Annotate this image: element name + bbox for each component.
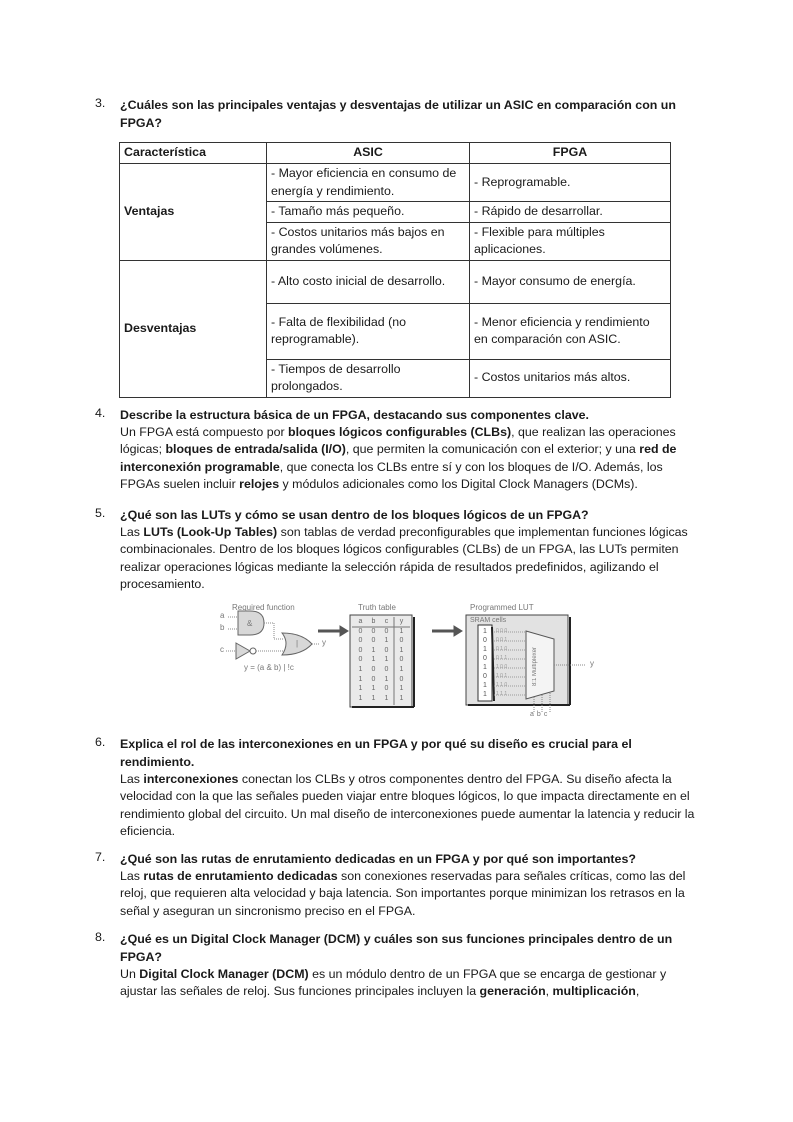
bold-term: interconexiones <box>143 772 239 786</box>
bold-term: relojes <box>239 477 280 492</box>
question-5 <box>95 506 705 594</box>
output-y: y <box>322 638 326 647</box>
text-run: , que realizan las operaciones lógicas; <box>120 425 676 457</box>
mux-address: 0 1 0 <box>496 646 508 652</box>
mux-address: 0 1 1 <box>496 655 508 661</box>
truth-table-rows <box>354 627 412 704</box>
text-run: , <box>635 984 640 999</box>
mux-select-inputs: abc <box>530 711 551 718</box>
question-7 <box>95 850 705 920</box>
truth-table-row: 1 1 1 1 <box>358 694 404 702</box>
question-title: ¿Qué son las rutas de enrutamiento dedicadas en un FPGA y por qué son importantes? <box>120 852 636 866</box>
truth-table <box>354 617 412 703</box>
question-number: 4. <box>95 406 106 420</box>
question-number: 6. <box>95 735 106 749</box>
label-required-function: Required function <box>232 603 295 612</box>
bold-term: Digital Clock Manager (DCM) <box>139 967 309 981</box>
bold-term: red de interconexión programable <box>120 442 677 474</box>
header-fpga: FPGA <box>470 143 671 164</box>
lut-output-y: y <box>590 659 594 668</box>
bold-term: bloques lógicos configurables (CLBs) <box>288 425 512 439</box>
bold-term: rutas de enrutamiento dedicadas <box>143 869 338 883</box>
cell-asic: - Tamaño más pequeño. <box>267 202 470 223</box>
question-number: 8. <box>95 930 106 944</box>
question-number: 5. <box>95 506 106 520</box>
label-truth-table: Truth table <box>358 603 396 612</box>
input-a: a <box>220 611 225 620</box>
group-label-desventajas: Desventajas <box>120 260 267 397</box>
truth-table-row: 1 1 0 1 <box>358 685 404 693</box>
truth-table-header: a b c y <box>358 618 404 625</box>
table-row <box>120 164 671 202</box>
sram-cell: 0 <box>483 655 487 662</box>
mux-address: 1 1 0 <box>496 682 508 688</box>
text-run: , <box>545 984 553 999</box>
truth-table-row: 1 0 0 1 <box>358 665 404 673</box>
text-run: , que conecta los CLBs entre sí y con los bloques de I/O. Además, los FPGAs suelen incluir <box>120 459 663 492</box>
cell-asic: - Costos unitarios más bajos en grandes volúmenes. <box>267 222 470 260</box>
text-run: y módulos adicionales como los Digital Clock Managers (DCMs). <box>279 477 638 492</box>
label-programmed-lut: Programmed LUT <box>470 603 534 612</box>
question-title: Describe la estructura básica de un FPGA, destacando sus componentes clave. <box>120 408 589 422</box>
cell-asic: - Alto costo inicial de desarrollo. <box>267 260 470 303</box>
question-4 <box>95 406 705 494</box>
cell-asic: - Tiempos de desarrollo prolongados. <box>267 359 470 397</box>
sram-cell: 1 <box>483 691 487 698</box>
truth-table-row: 1 0 1 0 <box>358 675 404 683</box>
lut-figure <box>220 603 610 721</box>
input-b: b <box>220 623 225 632</box>
question-number: 3. <box>95 96 106 110</box>
cell-asic: - Mayor eficiencia en consumo de energía y rendimiento. <box>267 164 470 202</box>
answer-body <box>120 868 705 920</box>
question-number: 7. <box>95 850 106 864</box>
sram-cell: 0 <box>483 637 487 644</box>
text-run: Un <box>120 967 140 981</box>
bold-term: LUTs (Look-Up Tables) <box>143 525 278 539</box>
text-run: es un módulo dentro de un FPGA que se encarga de gestionar y ajustar las señales de reloj. Sus funciones principales incluyen la <box>120 967 667 999</box>
cell-fpga: - Costos unitarios más altos. <box>470 359 671 397</box>
sram-cell: 1 <box>483 664 487 671</box>
lut-diagram <box>220 603 610 721</box>
answer-body <box>120 424 705 494</box>
sram-cell: 1 <box>483 682 487 689</box>
sram-cell: 1 <box>483 646 487 653</box>
sram-cell: 0 <box>483 673 487 680</box>
header-asic: ASIC <box>267 143 470 164</box>
cell-fpga: - Reprogramable. <box>470 164 671 202</box>
text-run: Las <box>120 525 144 539</box>
cell-fpga: - Menor eficiencia y rendimiento en comparación con ASIC. <box>470 303 671 359</box>
mux-address: 0 0 1 <box>496 637 508 643</box>
truth-table-row: 0 0 0 1 <box>358 627 404 635</box>
question-8 <box>95 930 705 1001</box>
text-run: , que permiten la comunicación con el exterior; y una <box>345 442 640 457</box>
answer-body <box>120 771 705 841</box>
or-gate-symbol: | <box>296 639 299 648</box>
answer-body <box>120 966 705 1001</box>
label-multiplexer: 8:1 Multiplexer <box>532 647 538 687</box>
truth-table-row: 0 1 1 0 <box>358 656 404 664</box>
bold-term: multiplicación <box>552 984 636 999</box>
question-title: ¿Cuáles son las principales ventajas y desventajas de utilizar un ASIC en comparación con un FPGA? <box>120 98 676 130</box>
question-6 <box>95 735 705 841</box>
mux-address: 1 0 1 <box>496 673 508 679</box>
text-run: son conexiones reservadas para señales críticas, como las del reloj, que requieren alta velocidad y baja latencia. Son importantes porque minimizan los retrasos en la señal y aseguran un sincronismo preciso en el FPGA. <box>120 869 686 918</box>
text-run: conectan los CLBs y otros componentes dentro del FPGA. Su diseño afecta la velocidad con la que las señales pueden viajar entre bloques lógicos, lo que impacta directamente en el rendimiento global del circuito. Un mal diseño de interconexiones puede aumentar la latencia y reducir la eficiencia. <box>120 772 695 839</box>
table-row <box>120 260 671 303</box>
header-caracteristica: Característica <box>120 143 267 164</box>
question-title: Explica el rol de las interconexiones en un FPGA y por qué su diseño es crucial para el rendimiento. <box>120 737 632 769</box>
sram-cell: 1 <box>483 628 487 635</box>
text-run: Las <box>120 772 144 786</box>
text-run: Un FPGA está compuesto por <box>120 425 289 439</box>
sram-cell-values <box>478 627 492 699</box>
mux-address: 1 0 0 <box>496 664 508 670</box>
bold-term: generación <box>479 984 546 999</box>
equation: y = (a & b) | !c <box>244 663 294 672</box>
group-label-ventajas: Ventajas <box>120 164 267 261</box>
cell-asic: - Falta de flexibilidad (no reprogramable). <box>267 303 470 359</box>
text-run: Las <box>120 869 144 883</box>
truth-table-row: 0 1 0 1 <box>358 646 404 654</box>
and-gate-symbol: & <box>247 619 253 628</box>
comparison-table <box>119 142 671 398</box>
question-title: ¿Qué son las LUTs y cómo se usan dentro de los bloques lógicos de un FPGA? <box>120 508 589 522</box>
question-title: ¿Qué es un Digital Clock Manager (DCM) y cuáles son sus funciones principales dentro de un FPGA? <box>120 932 673 964</box>
answer-body <box>120 524 705 594</box>
truth-table-row: 0 0 1 0 <box>358 637 404 645</box>
mux-address: 0 0 0 <box>496 628 508 634</box>
mux-address: 1 1 1 <box>496 691 508 697</box>
mux-addresses <box>496 627 526 699</box>
cell-fpga: - Flexible para múltiples aplicaciones. <box>470 222 671 260</box>
text-run: son tablas de verdad preconfigurables que implementan funciones lógicas combinacionales. Dentro de los bloques lógicos configurables (CLBs) de un FPGA, las LUTs permiten realizar operaciones lógicas mediante la selección rápida de resultados predefinidos, agilizando el procesamiento. <box>120 525 688 592</box>
question-3 <box>95 96 705 132</box>
table-header-row <box>120 143 671 164</box>
cell-fpga: - Rápido de desarrollar. <box>470 202 671 223</box>
input-c: c <box>220 645 224 654</box>
cell-fpga: - Mayor consumo de energía. <box>470 260 671 303</box>
bold-term: bloques de entrada/salida (I/O) <box>165 442 346 457</box>
label-sram-cells: SRAM cells <box>470 617 507 624</box>
